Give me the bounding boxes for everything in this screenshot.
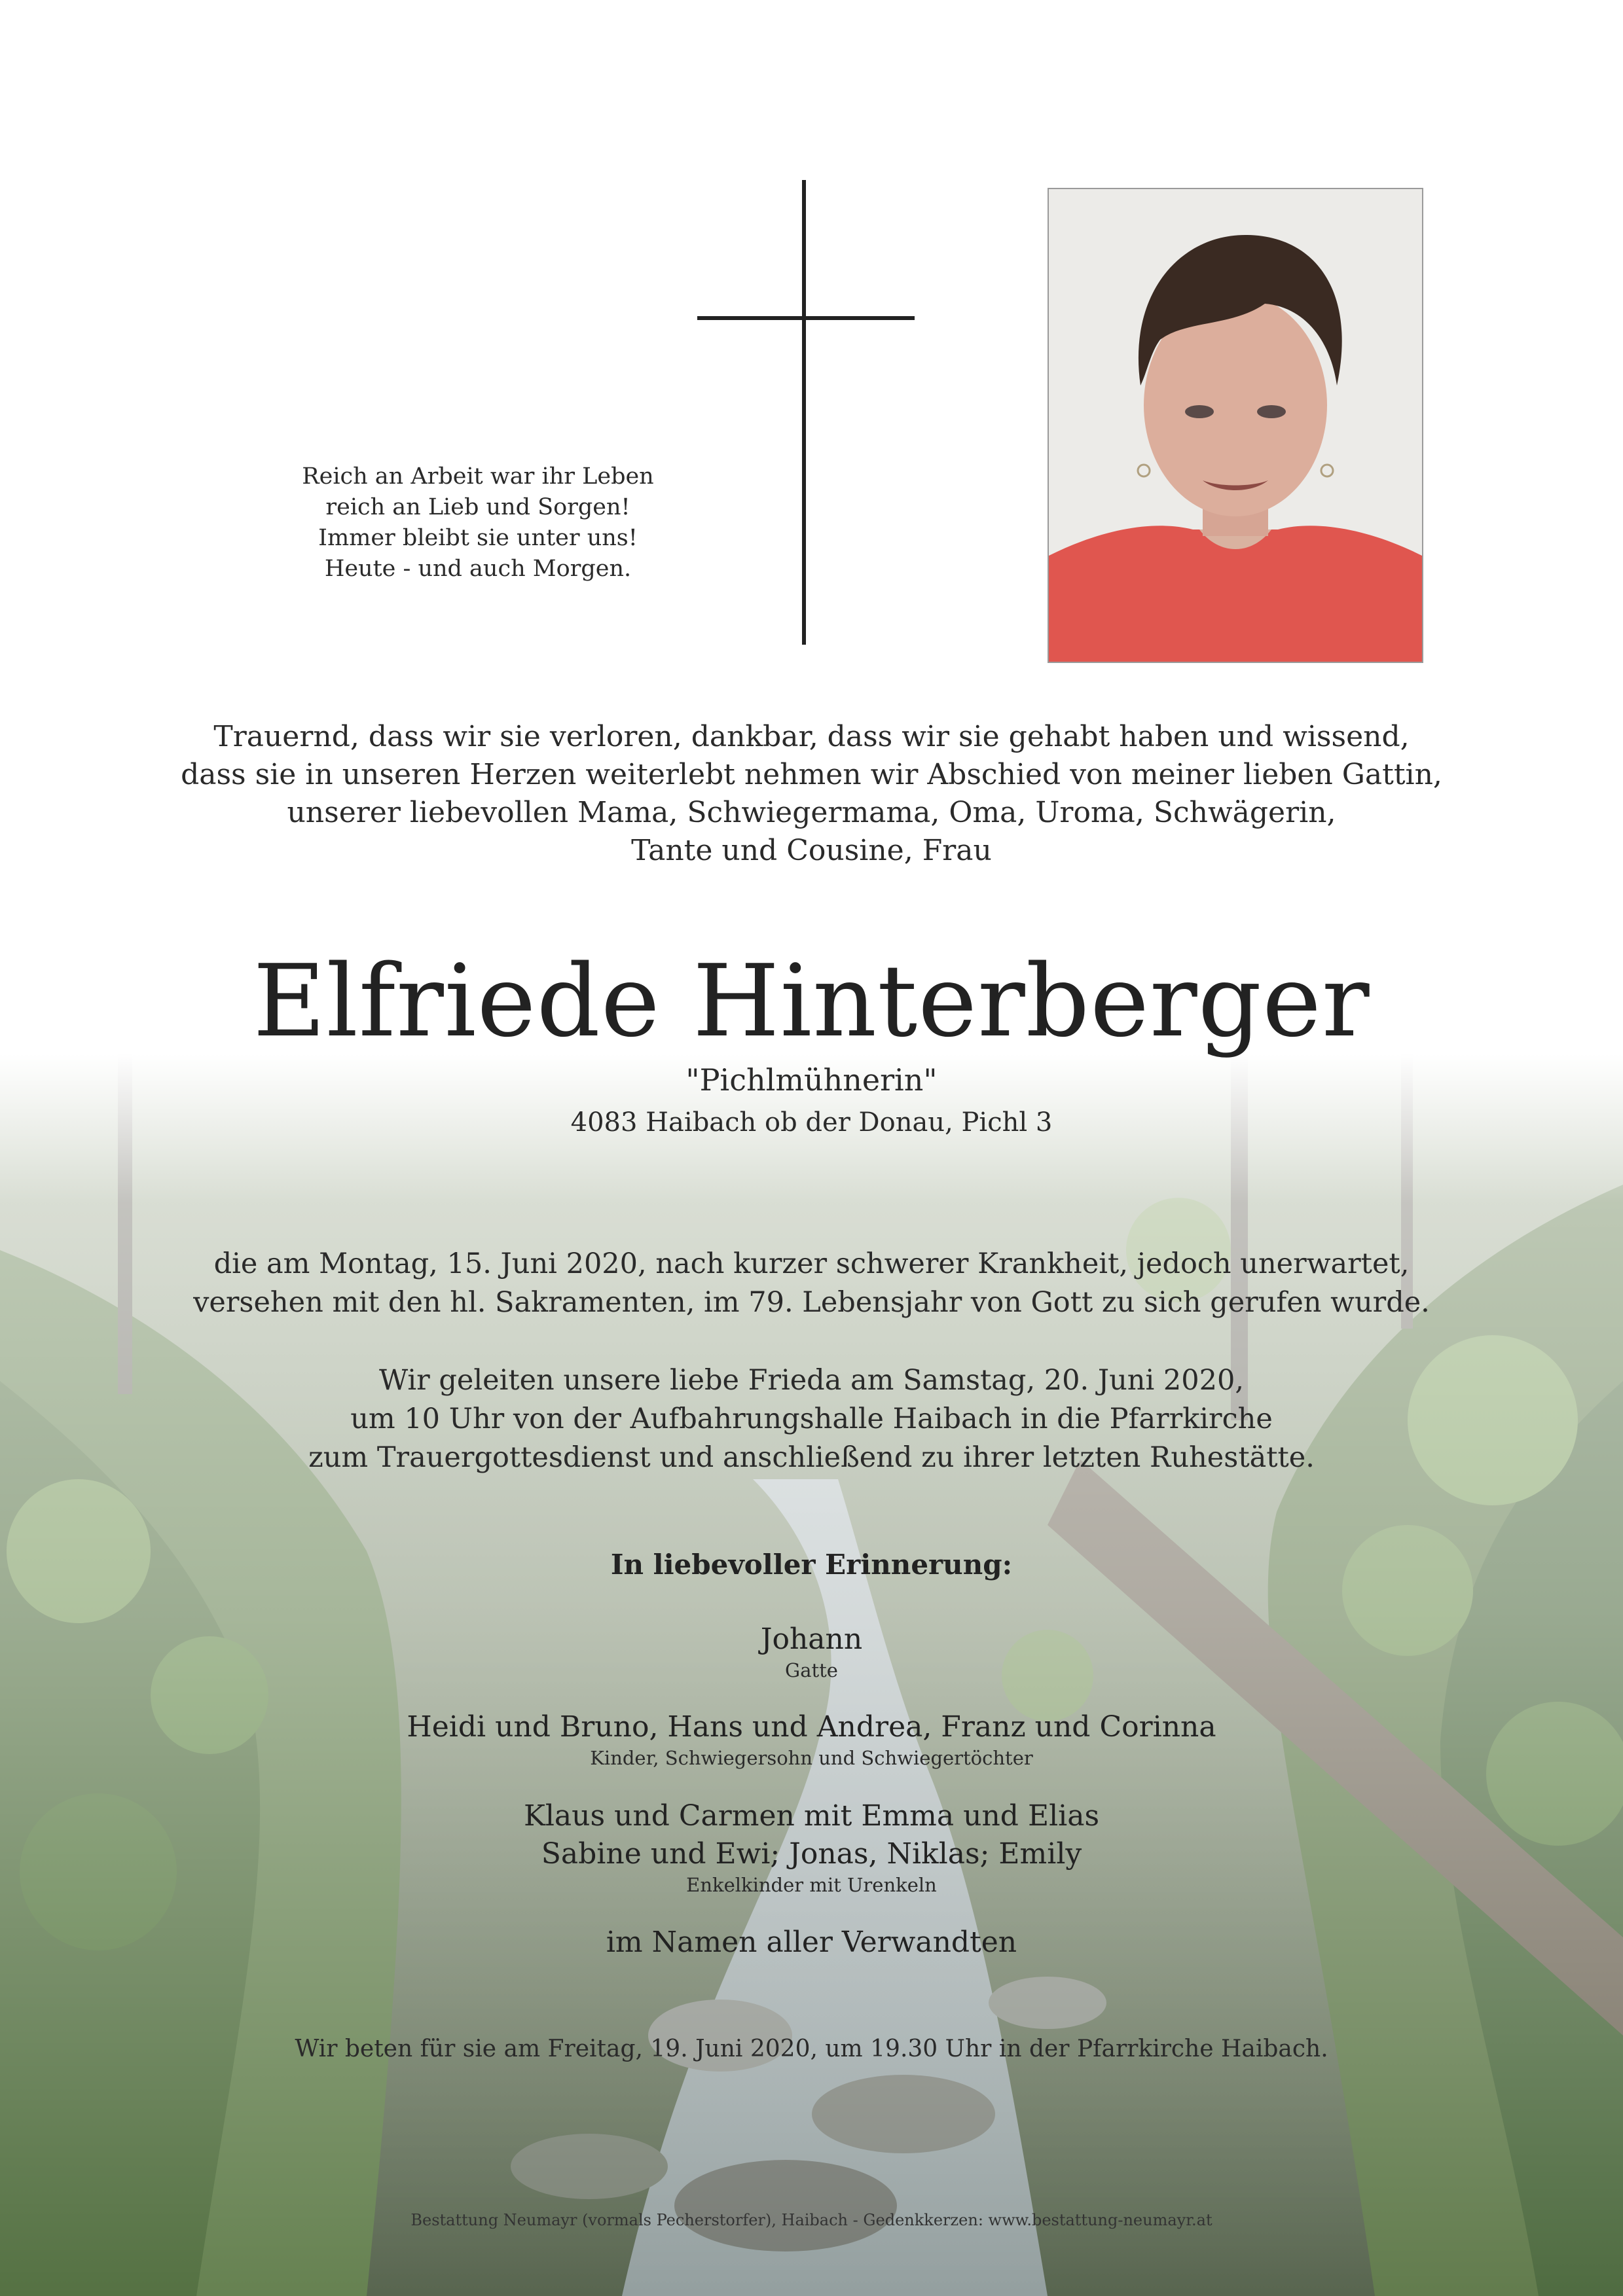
verse-line: Immer bleibt sie unter uns! — [318, 525, 638, 551]
mourner-group-children — [118, 1708, 1505, 1770]
memorial-verse — [216, 461, 740, 584]
prayer-notice: Wir beten für sie am Freitag, 19. Juni 2020, um 19.30 Uhr in der Pfarrkirche Haibach. — [295, 2036, 1328, 2062]
verse-line: Heute - und auch Morgen. — [324, 556, 632, 582]
mourner-group-spouse — [118, 1621, 1505, 1682]
memory-heading: In liebevoller Erinnerung: — [610, 1549, 1013, 1581]
death-notice-line: versehen mit den hl. Sakramenten, im 79. Lebensjahr von Gott zu sich gerufen wurde. — [193, 1286, 1430, 1319]
mourner-names: Johann — [760, 1623, 863, 1656]
mourner-relation: Enkelkinder mit Urenkeln — [686, 1874, 937, 1896]
mourner-names: Klaus und Carmen mit Emma und Elias — [523, 1799, 1100, 1833]
funeral-notice-line: Wir geleiten unsere liebe Frieda am Samstag, 20. Juni 2020, — [378, 1364, 1244, 1397]
funeral-notice-line: zum Trauergottesdienst und anschließend zu ihrer letzten Ruhestätte. — [308, 1441, 1315, 1474]
funeral-notice — [118, 1361, 1505, 1477]
all-relatives-line: im Namen aller Verwandten — [606, 1926, 1017, 1959]
mourner-relation: Kinder, Schwiegersohn und Schwiegertöchter — [590, 1747, 1033, 1769]
mourner-names: Heidi und Bruno, Hans und Andrea, Franz und Corinna — [407, 1710, 1216, 1744]
verse-line: Reich an Arbeit war ihr Leben — [302, 463, 654, 490]
mourner-relation: Gatte — [785, 1659, 838, 1681]
funeral-home-footer: Bestattung Neumayr (vormals Pecherstorfer), Haibach - Gedenkkerzen: www.bestattung-neumayr.at — [410, 2211, 1213, 2229]
verse-line: reich an Lieb und Sorgen! — [325, 494, 630, 520]
death-notice — [118, 1245, 1505, 1322]
deceased-name: Elfriede Hinterberger — [253, 943, 1370, 1059]
deceased-address: 4083 Haibach ob der Donau, Pichl 3 — [570, 1107, 1053, 1138]
intro-line: Trauernd, dass wir sie verloren, dankbar, dass wir sie gehabt haben und wissend, — [213, 720, 1410, 753]
intro-line: unserer liebevollen Mama, Schwiegermama, Oma, Uroma, Schwägerin, — [287, 796, 1336, 829]
death-notice-line: die am Montag, 15. Juni 2020, nach kurzer schwerer Krankheit, jedoch unerwartet, — [213, 1247, 1410, 1280]
deceased-nickname: "Pichlmühnerin" — [685, 1062, 938, 1098]
mourner-names: Sabine und Ewi; Jonas, Niklas; Emily — [541, 1837, 1082, 1871]
intro-line: Tante und Cousine, Frau — [631, 834, 992, 867]
mourner-group-grandchildren — [118, 1797, 1505, 1897]
portrait-photo — [1048, 188, 1423, 663]
funeral-notice-line: um 10 Uhr von der Aufbahrungshalle Haibach in die Pfarrkirche — [350, 1403, 1273, 1435]
intro-text — [118, 718, 1505, 870]
intro-line: dass sie in unseren Herzen weiterlebt nehmen wir Abschied von meiner lieben Gattin, — [181, 758, 1442, 791]
